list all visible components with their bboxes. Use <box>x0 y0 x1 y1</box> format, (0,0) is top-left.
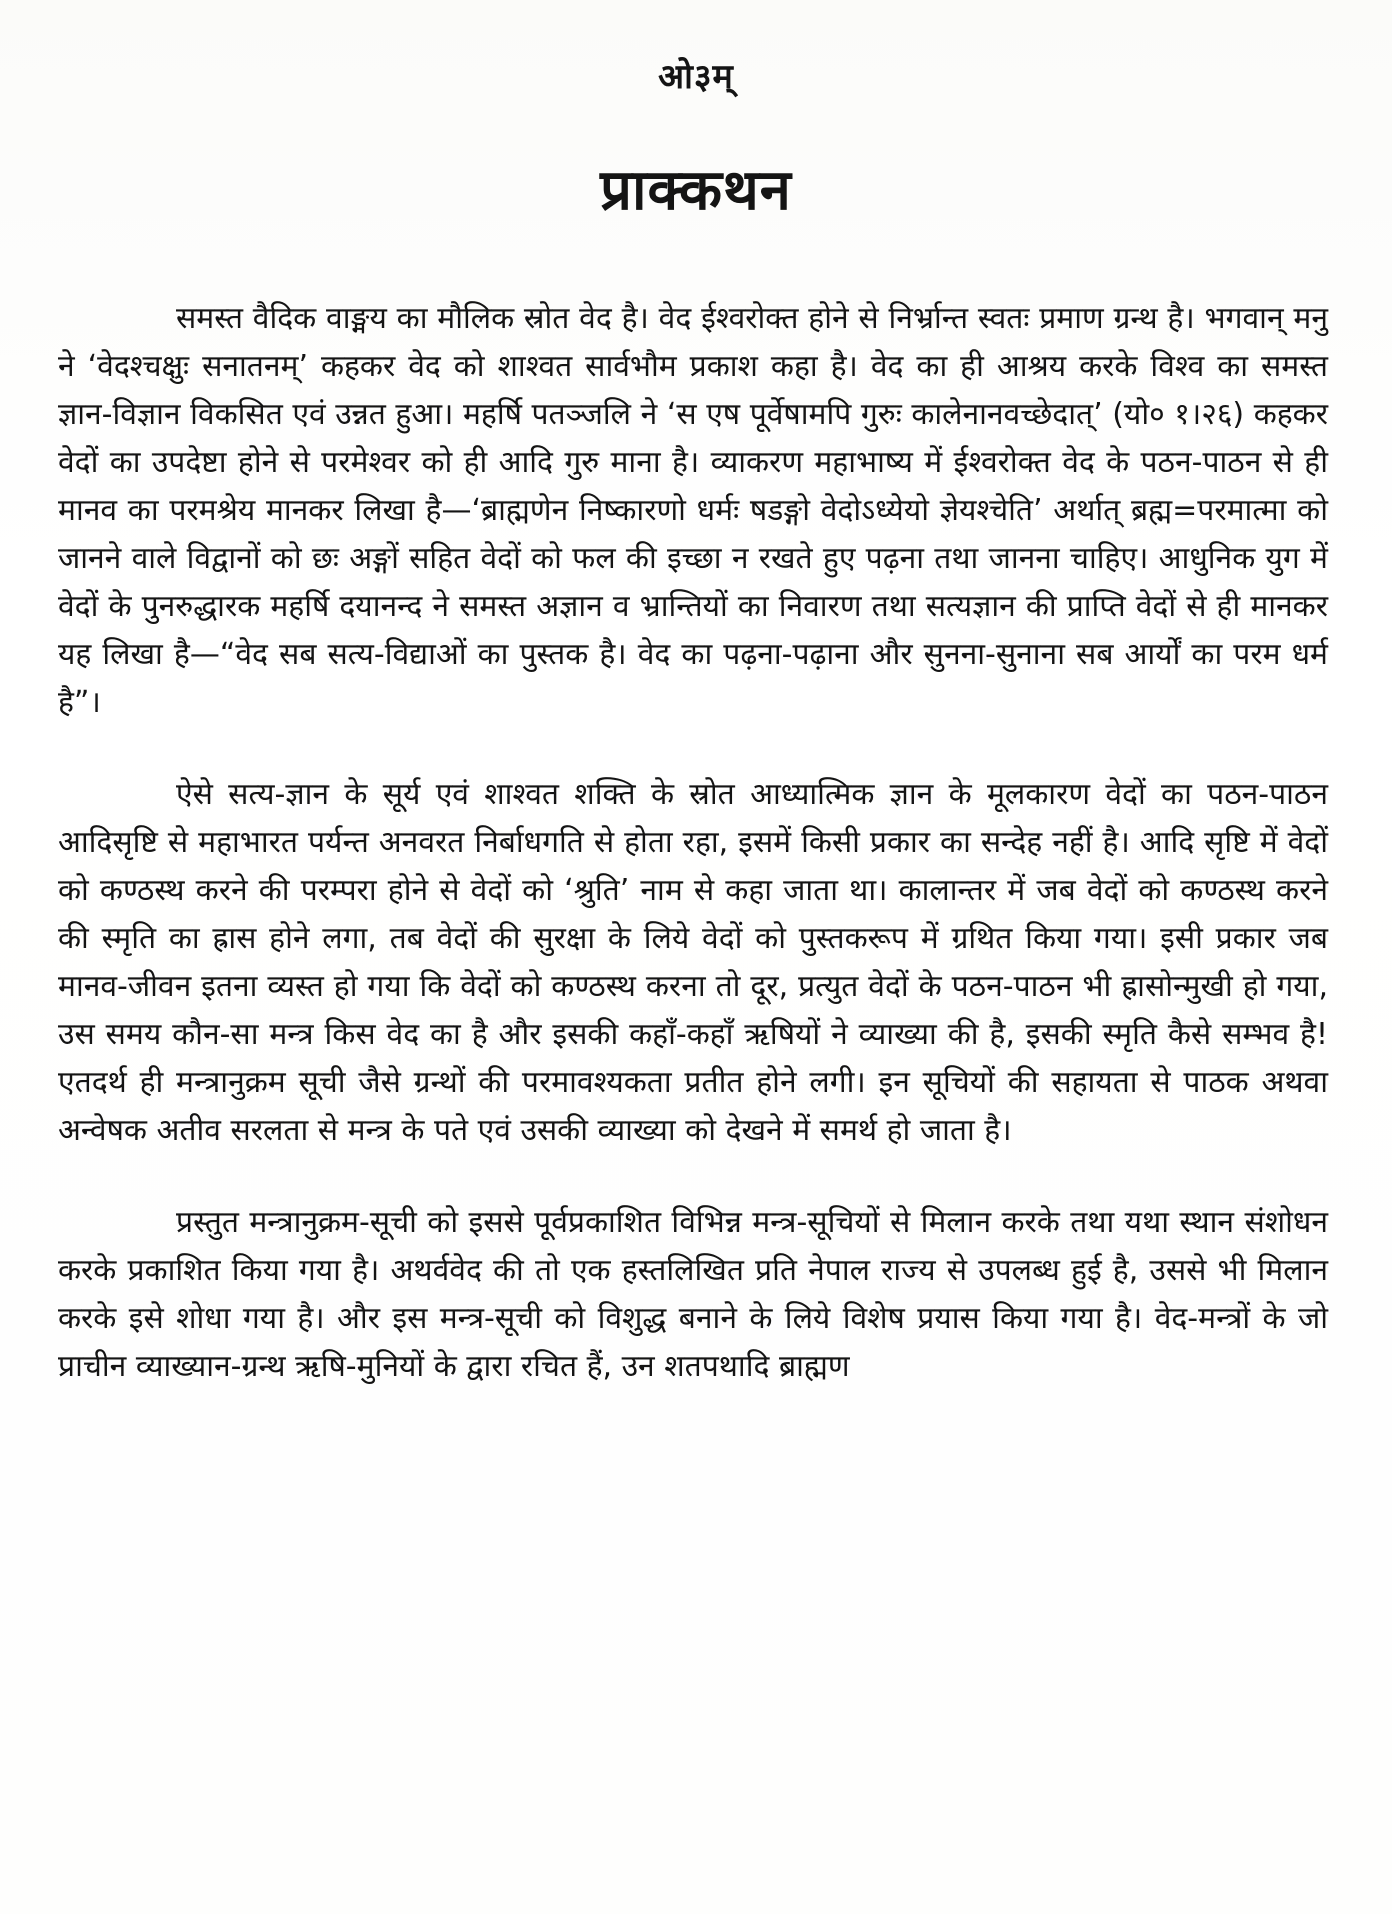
invocation-heading: ओ३म् <box>658 57 734 97</box>
paragraph-3: प्रस्तुत मन्त्रानुक्रम-सूची को इससे पूर्वप्रकाशित विभिन्न मन्त्र-सूचियों से मिलान करके तथा यथा स्थान संशोधन करके प्रकाशित किया गया है। अथर्ववेद की तो एक हस्तलिखित प्रति नेपाल राज्य से उपलब्ध हुई है, उससे भी मिलान करके इसे शोधा गया है। और इस मन्त्र-सूची को विशुद्ध बनाने के लिये विशेष प्रयास किया गया है। वेद-मन्त्रों के जो प्राचीन व्याख्यान-ग्रन्थ ऋषि-मुनियों के द्वारा रचित हैं, उन शतपथादि ब्राह्मण <box>58 1205 1328 1384</box>
paragraph-2: ऐसे सत्य-ज्ञान के सूर्य एवं शाश्वत शक्ति के स्रोत आध्यात्मिक ज्ञान के मूलकारण वेदों का पठन-पाठन आदिसृष्टि से महाभारत पर्यन्त अनवरत निर्बाधगति से होता रहा, इसमें किसी प्रकार का सन्देह नहीं है। आदि सृष्टि में वेदों को कण्ठस्थ करने की परम्परा होने से वेदों को ‘श्रुति’ नाम से कहा जाता था। कालान्तर में जब वेदों को कण्ठस्थ करने की स्मृति का ह्रास होने लगा, तब वेदों की सुरक्षा के लिये वेदों को पुस्तकरूप में ग्रथित किया गया। इसी प्रकार जब मानव-जीवन इतना व्यस्त हो गया कि वेदों को कण्ठस्थ करना तो दूर, प्रत्युत वेदों के पठन-पाठन भी ह्रासोन्मुखी हो गया, उस समय कौन-सा मन्त्र किस वेद का है और इसकी कहाँ-कहाँ ऋषियों ने व्याख्या की है, इसकी स्मृति कैसे सम्भव है! एतदर्थ ही मन्त्रानुक्रम सूची जैसे ग्रन्थों की परमावश्यकता प्रतीत होने लगी। इन सूचियों की सहायता से पाठक अथवा अन्वेषक अतीव सरलता से मन्त्र के पते एवं उसकी व्याख्या को देखने में समर्थ हो जाता है। <box>58 777 1328 1148</box>
paragraph-1: समस्त वैदिक वाङ्मय का मौलिक स्रोत वेद है। वेद ईश्वरोक्त होने से निर्भ्रान्त स्वतः प्रमाण ग्रन्थ है। भगवान् मनु ने ‘वेदश्चक्षुः सनातनम्’ कहकर वेद को शाश्वत सार्वभौम प्रकाश कहा है। वेद का ही आश्रय करके विश्व का समस्त ज्ञान-विज्ञान विकसित एवं उन्नत हुआ। महर्षि पतञ्जलि ने ‘स एष पूर्वेषामपि गुरुः कालेनानवच्छेदात्’ (यो० १।२६) कहकर वेदों का उपदेष्टा होने से परमेश्वर को ही आदि गुरु माना है। व्याकरण महाभाष्य में ईश्वरोक्त वेद के पठन-पाठन से ही मानव का परमश्रेय मानकर लिखा है—‘ब्राह्मणेन निष्कारणो धर्मः षडङ्गो वेदोऽध्येयो ज्ञेयश्चेति’ अर्थात् ब्रह्म=परमात्मा को जानने वाले विद्वानों को छः अङ्गों सहित वेदों को फल की इच्छा न रखते हुए पढ़ना तथा जानना चाहिए। आधुनिक युग में वेदों के पुनरुद्धारक महर्षि दयानन्द ने समस्त अज्ञान व भ्रान्तियों का निवारण तथा सत्यज्ञान की प्राप्ति वेदों से ही मानकर यह लिखा है—“वेद सब सत्य-विद्याओं का पुस्तक है। वेद का पढ़ना-पढ़ाना और सुनना-सुनाना सब आर्यों का परम धर्म है”। <box>58 301 1328 720</box>
body-text <box>58 295 1328 1435</box>
page-title: प्राक्कथन <box>600 158 792 223</box>
